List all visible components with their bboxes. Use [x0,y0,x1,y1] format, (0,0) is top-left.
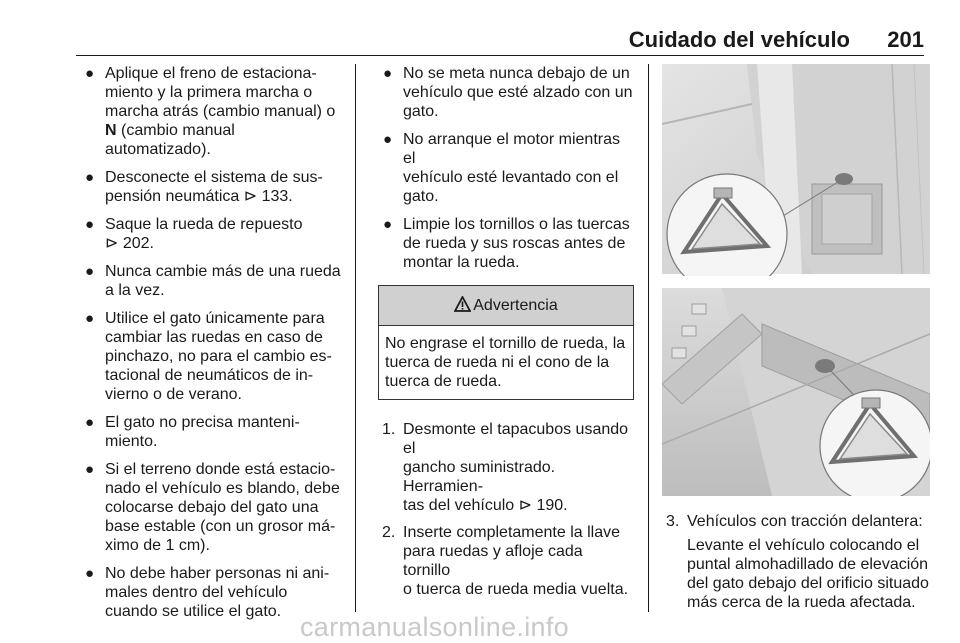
bullet-icon: ● [85,169,95,186]
warning-body: No engrase el tornillo de rueda, la tuerca de rueda ni el cono de la tuerca de rueda. [385,335,626,390]
section-title: Cuidado del vehículo [628,27,850,52]
list-item: ● El gato no precisa manteni- miento. [85,414,300,450]
watermark: carmanualsonline.info [300,612,569,642]
step-number: 3. [666,513,680,530]
step-number: 2. [382,524,396,541]
column-divider [648,64,649,612]
cross-reference[interactable]: tas del vehículo ⊳ 190. [403,497,568,514]
list-item: ● No se meta nunca debajo de un vehículo que esté alzado con un gato. [383,65,633,120]
bullet-icon: ● [383,216,393,233]
header-rule [76,55,924,56]
list-item: ● Utilice el gato únicamente para cambiar las ruedas en caso de pinchazo, no para el cambio es- tacional de neumáticos de in- vierno o de verano. [85,310,332,403]
left-bullet-list [80,64,346,621]
bullet-icon: ● [85,461,95,478]
step-item: 2. Inserte completamente la llave para ruedas y afloje cada tornillo o tuerca de rueda media vuelta. [382,524,629,598]
bullet-icon: ● [85,565,95,582]
step-number: 1. [382,421,396,438]
right-column [662,64,930,612]
warning-box [378,285,634,400]
column-divider [355,64,356,612]
bullet-icon: ● [85,263,95,280]
step-body: Levante el vehículo colocando el puntal almohadillado de elevación del gato debajo del orificio situado más cerca de la rueda afectada. [687,537,929,611]
bullet-icon: ● [85,414,95,431]
warning-title: Advertencia [473,297,558,314]
mode-n-label: N [105,122,117,139]
left-column [80,64,346,630]
bullet-icon: ● [85,216,95,233]
list-item: ● No arranque el motor mientras el vehículo esté levantado con el gato. [383,131,620,205]
bullet-icon: ● [383,131,393,148]
page-number: 201 [887,27,924,52]
bullet-icon: ● [383,65,393,82]
list-item: ● Aplique el freno de estaciona- miento y la primera marcha o marcha atrás (cambio manual) o N (cambio manual automatizado). [85,65,336,158]
bullet-icon: ● [85,65,95,82]
page-header [0,0,960,58]
step-item: 1. Desmonte el tapacubos usando el gancho suministrado. Herramien- tas del vehículo ⊳ 190. [378,420,634,515]
bullet-icon: ● [85,310,95,327]
list-item: ● Saque la rueda de repuesto ⊳ 202. [80,215,346,253]
illustration-drawing [662,64,930,496]
cross-reference[interactable]: ⊳ 202. [105,235,154,252]
middle-bullet-list [378,64,634,272]
step-item [662,512,930,612]
list-item: ● Si el terreno donde está estacio- nado el vehículo es blando, debe colocarse debajo del gato una base estable (con un grosor má- ximo de 1 cm). [85,461,340,554]
list-item: ● Limpie los tornillos o las tuercas de rueda y sus roscas antes de montar la rueda. [383,216,630,271]
warning-header [379,286,633,326]
warning-triangle-icon [454,296,471,312]
list-item: ● Nunca cambie más de una rueda a la vez. [85,263,341,299]
list-item: ● No debe haber personas ni ani- males dentro del vehículo cuando se utilice el gato. [85,565,330,620]
steps-list [378,420,634,599]
middle-column [378,64,634,607]
jack-placement-illustration [662,64,930,496]
step-heading: Vehículos con tracción delantera: [687,513,923,530]
list-item: ● Desconecte el sistema de sus- pensión neumática ⊳ 133. [80,168,346,206]
cross-reference[interactable]: pensión neumática ⊳ 133. [105,188,293,205]
